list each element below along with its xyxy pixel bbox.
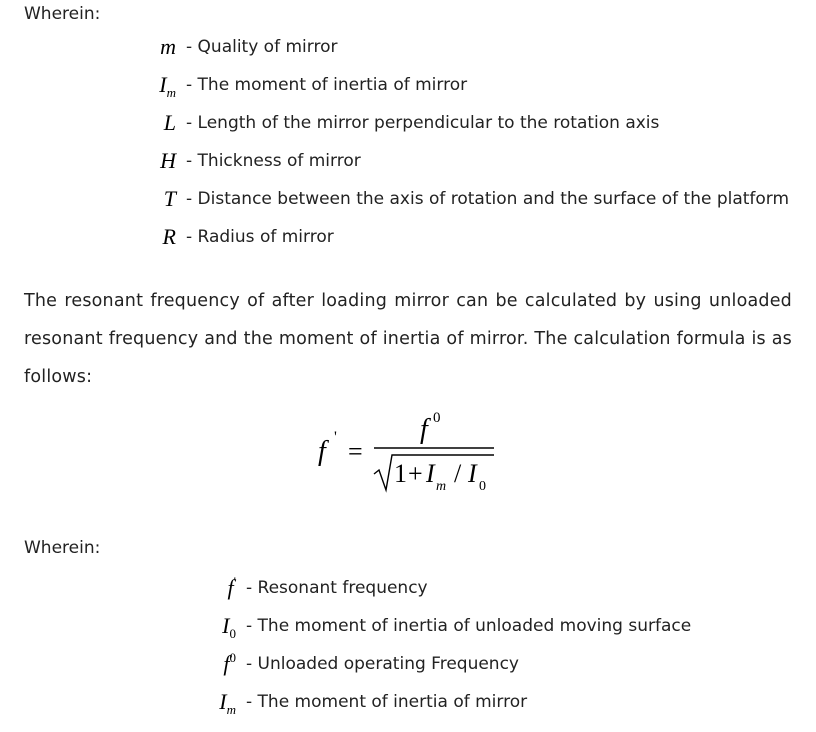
- definition-row-i-0: [200, 611, 691, 641]
- symbol-r: R: [162, 224, 176, 249]
- symbol-m: m: [160, 34, 176, 59]
- definition-text: - Distance between the axis of rotation and the surface of the platform: [186, 189, 790, 209]
- definition-row-m: [140, 32, 337, 62]
- definition-row-i-m: [200, 687, 527, 717]
- definition-row-f-prime: [200, 573, 428, 603]
- definition-text: - Radius of mirror: [186, 227, 334, 247]
- definition-row-im: [140, 70, 467, 100]
- definition-row-t: [140, 184, 789, 214]
- formula-lhs-f: f: [318, 436, 326, 467]
- definition-text: - Length of the mirror perpendicular to the rotation axis: [186, 113, 660, 133]
- body-paragraph: The resonant frequency of after loading mirror can be calculated by using unloaded resonant frequency and the moment of inertia of mirror. The calculation formula is as follows:: [24, 291, 792, 387]
- formula-den-i-0: I: [468, 459, 477, 488]
- symbol-l: L: [163, 110, 176, 135]
- wherein-heading-1: Wherein:: [24, 4, 101, 24]
- symbol-t: T: [163, 186, 176, 211]
- symbol-i-m: $I_m$: [159, 72, 176, 100]
- definition-row-h: [140, 146, 361, 176]
- symbol-f-prime: f': [227, 574, 236, 600]
- definition-row-f-0: [200, 649, 519, 679]
- definition-text: - The moment of inertia of mirror: [246, 692, 528, 712]
- wherein-heading-2: Wherein:: [24, 538, 101, 558]
- formula-den-i-0-sub: 0: [479, 479, 486, 494]
- formula-equals: =: [348, 437, 363, 466]
- formula-den-i-m-sub: m: [436, 479, 447, 494]
- definition-text: - The moment of inertia of unloaded moving surface: [246, 616, 692, 636]
- definition-text: - Thickness of mirror: [186, 151, 361, 171]
- definition-row-r: [140, 222, 334, 252]
- resonant-frequency-formula: [312, 404, 512, 500]
- formula-lhs-prime: ': [334, 429, 337, 446]
- definition-row-l: [140, 108, 659, 138]
- formula-den-one: 1: [394, 459, 407, 488]
- formula-den-i-m: I: [426, 459, 435, 488]
- definition-text: - The moment of inertia of mirror: [186, 75, 468, 95]
- definition-text: - Unloaded operating Frequency: [246, 654, 519, 674]
- definition-text: - Resonant frequency: [246, 578, 428, 598]
- symbol-f-0: $f^0$: [223, 650, 236, 676]
- formula-den-plus: +: [408, 459, 423, 488]
- formula-den-slash: /: [454, 459, 462, 488]
- formula-numerator-f: f: [420, 414, 428, 445]
- formula-numerator-sup: 0: [433, 410, 441, 426]
- symbol-i-0: $I_0$: [222, 613, 236, 641]
- symbol-i-m-2: $I_m$: [219, 689, 236, 717]
- symbol-h: H: [160, 148, 176, 173]
- definition-text: - Quality of mirror: [186, 37, 338, 57]
